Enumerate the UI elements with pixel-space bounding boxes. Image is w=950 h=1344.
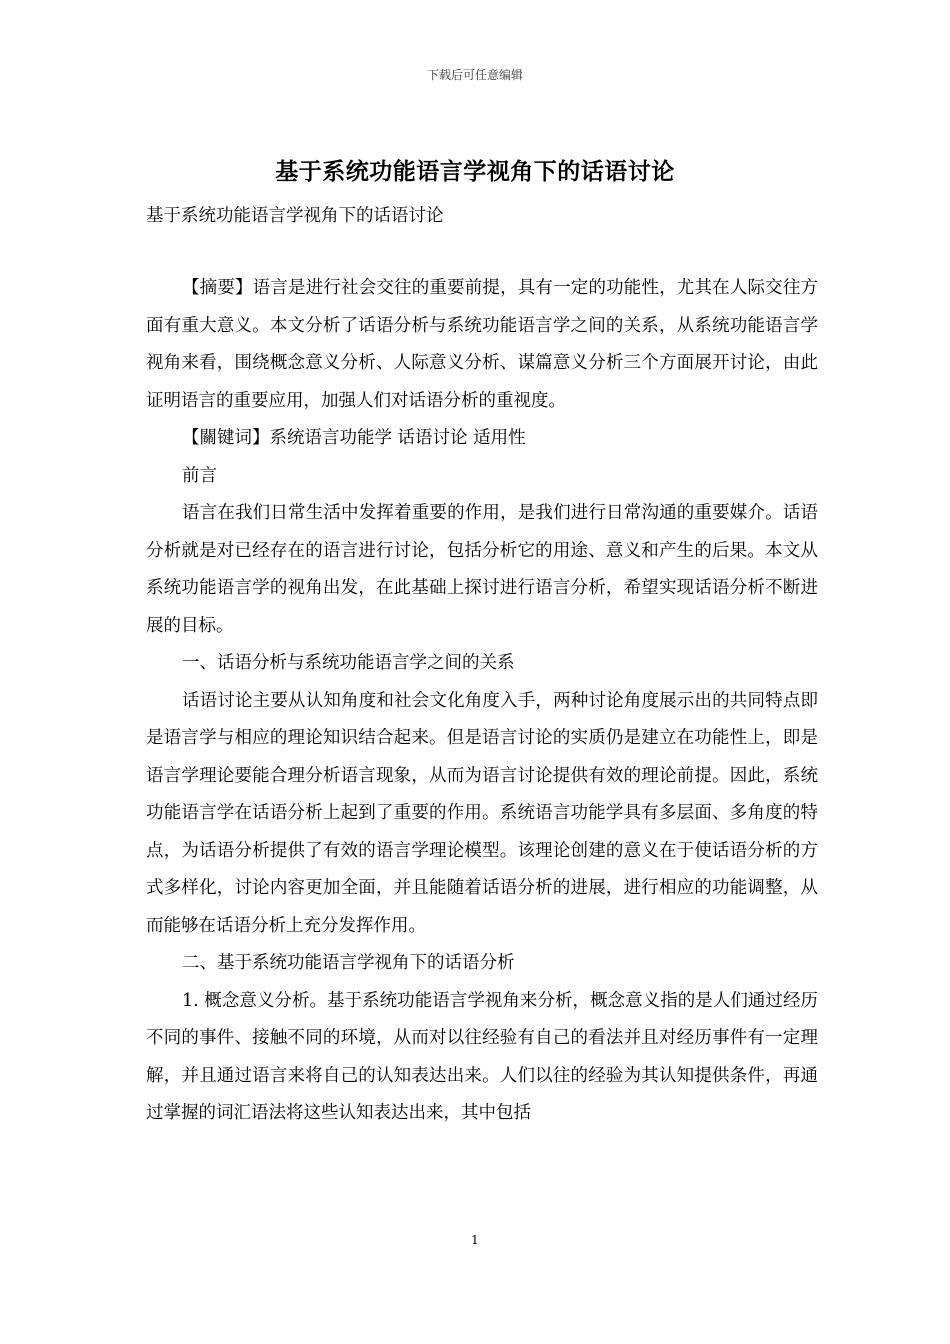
abstract-paragraph: 【摘要】语言是进行社会交往的重要前提，具有一定的功能性，尤其在人际交往方面有重大意义。本文分析了话语分析与系统功能语言学之间的关系，从系统功能语言学视角来看，围绕概念意义分析、人际意义分析、谋篇意义分析三个方面展开讨论，由此证明语言的重要应用，加强人们对话语分析的重视度。 (146, 278, 818, 411)
document-subtitle: 基于系统功能语言学视角下的话语讨论 (146, 206, 444, 226)
section-heading-2: 二、基于系统功能语言学视角下的话语分析 (182, 953, 515, 973)
header-note: 下载后可任意编辑 (426, 68, 523, 82)
preface-paragraph: 语言在我们日常生活中发挥着重要的作用，是我们进行日常沟通的重要媒介。话语分析就是对已经存在的语言进行讨论，包括分析它的用途、意义和产生的后果。本文从系统功能语言学的视角出发，在此基础上探讨进行语言分析，希望实现话语分析不断进展的目标。 (146, 503, 818, 636)
page-number: 1 (471, 1233, 479, 1247)
section-1-paragraph: 话语讨论主要从认知角度和社会文化角度入手，两种讨论角度展示出的共同特点即是语言学与相应的理论知识结合起来。但是语言讨论的实质仍是建立在功能性上，即是语言学理论要能合理分析语言现象，从而为语言讨论提供有效的理论前提。因此，系统功能语言学在话语分析上起到了重要的作用。系统语言功能学具有多层面、多角度的特点，为话语分析提供了有效的语言学理论模型。该理论创建的意义在于使话语分析的方式多样化，讨论内容更加全面，并且能随着话语分析的进展，进行相应的功能调整，从而能够在话语分析上充分发挥作用。 (146, 690, 818, 936)
keywords-paragraph: 【關键词】系统语言功能学 话语讨论 适用性 (182, 428, 526, 448)
section-heading-1: 一、话语分析与系统功能语言学之间的关系 (182, 653, 515, 673)
section-2-paragraph-1: 1. 概念意义分析。基于系统功能语言学视角来分析，概念意义指的是人们通过经历不同的事件、接触不同的环境，从而对以往经验有自己的看法并且对经历事件有一定理解，并且通过语言来将自己的认知表达出来。人们以往的经验为其认知提供条件，再通过掌握的词汇语法将这些认知表达出来，其中包括 (146, 990, 818, 1123)
body-text (146, 270, 818, 1133)
document-title: 基于系统功能语言学视角下的话语讨论 (275, 158, 675, 185)
section-heading-preface: 前言 (182, 465, 217, 486)
